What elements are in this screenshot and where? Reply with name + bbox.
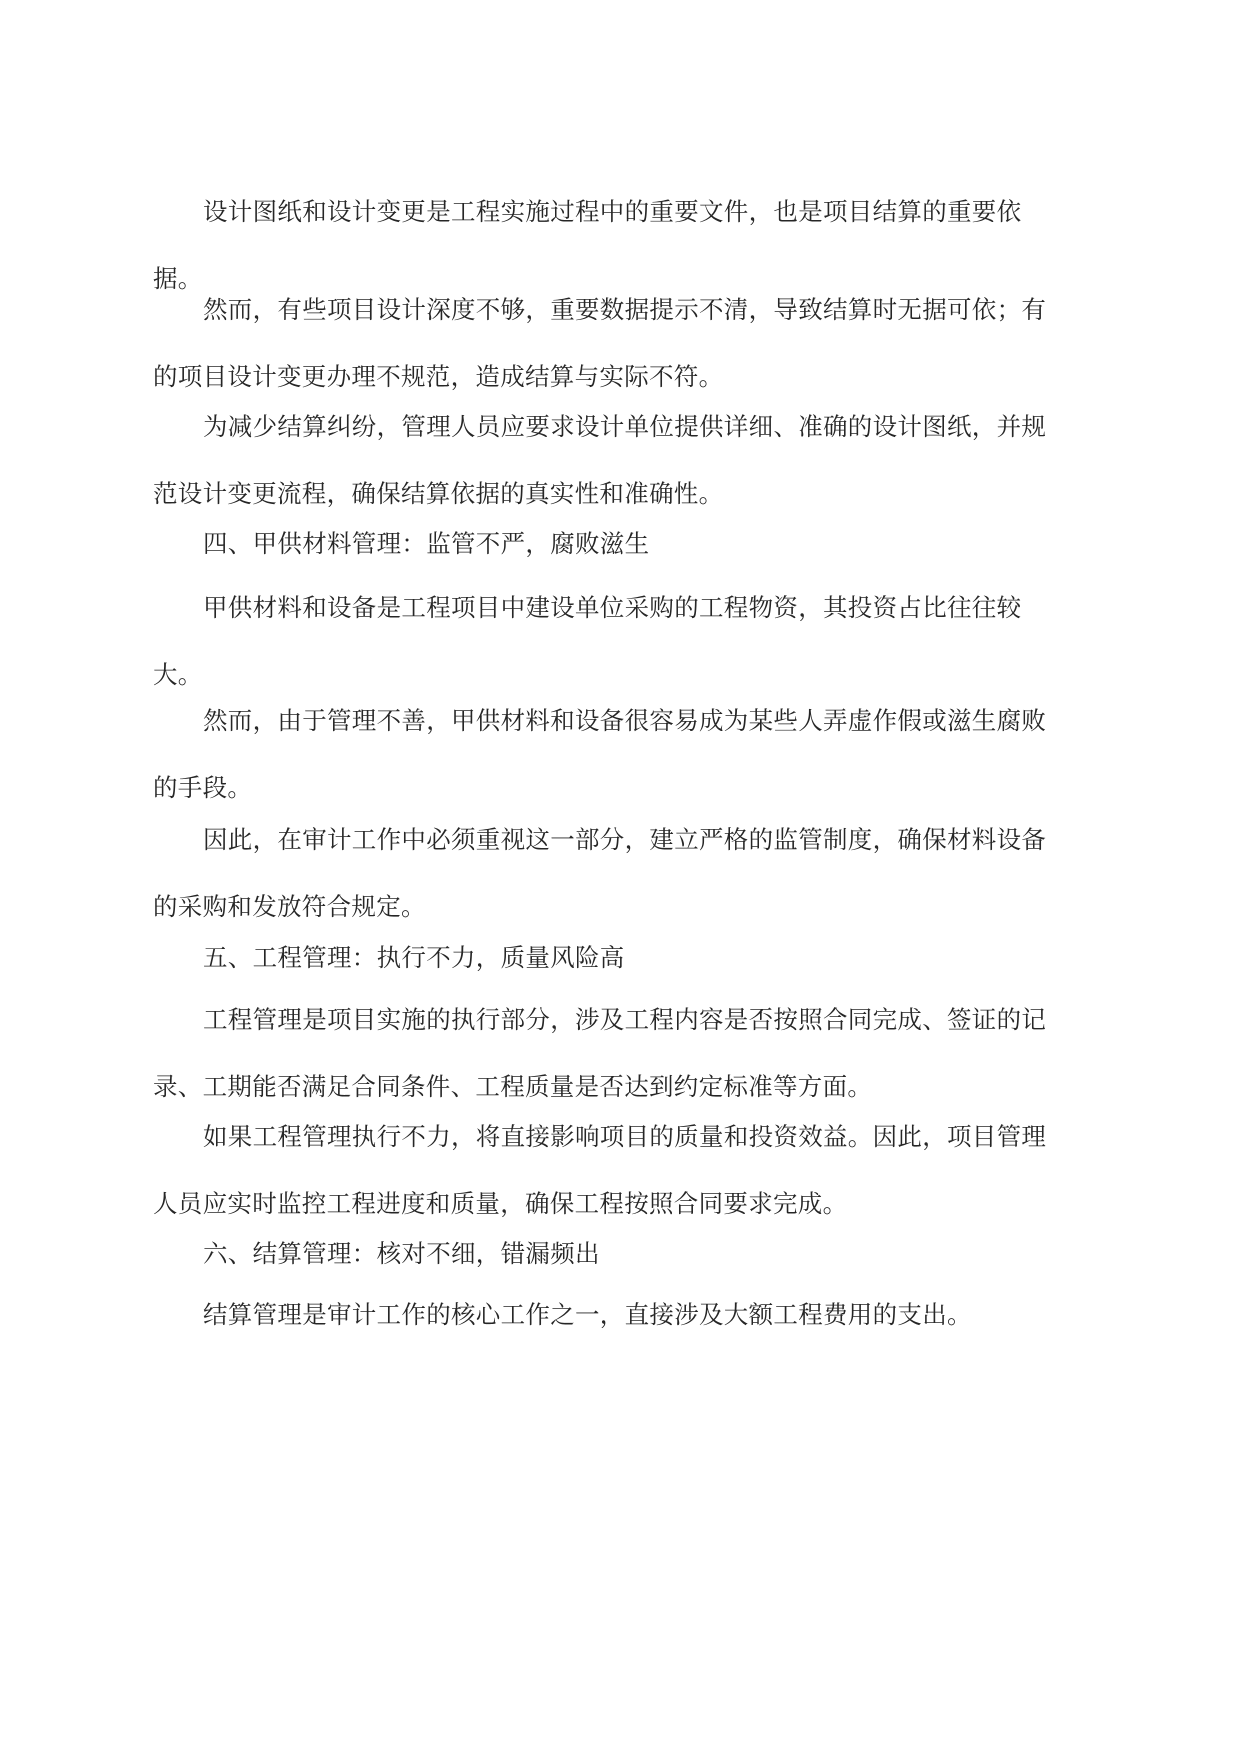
paragraph-corruption-risk: 然而，由于管理不善，甲供材料和设备很容易成为某些人弄虚作假或滋生腐败的手段。 xyxy=(153,706,1047,802)
paragraph-supplied-materials: 甲供材料和设备是工程项目中建设单位采购的工程物资，其投资占比往往较大。 xyxy=(153,593,1022,689)
paragraph-settlement-management: 结算管理是审计工作的核心工作之一，直接涉及大额工程费用的支出。 xyxy=(203,1300,972,1329)
paragraph-reduce-disputes: 为减少结算纠纷，管理人员应要求设计单位提供详细、准确的设计图纸，并规范设计变更流程，确保结算依据的真实性和准确性。 xyxy=(153,412,1047,508)
section-heading-5: 五、工程管理：执行不力，质量风险高 xyxy=(203,943,625,972)
paragraph-design-drawings: 设计图纸和设计变更是工程实施过程中的重要文件，也是项目结算的重要依据。 xyxy=(153,197,1022,293)
paragraph-execution-impact: 如果工程管理执行不力，将直接影响项目的质量和投资效益。因此，项目管理人员应实时监控工程进度和质量，确保工程按照合同要求完成。 xyxy=(153,1122,1047,1218)
paragraph-design-issues: 然而，有些项目设计深度不够，重要数据提示不清，导致结算时无据可依；有的项目设计变更办理不规范，造成结算与实际不符。 xyxy=(153,295,1047,391)
section-heading-6: 六、结算管理：核对不细，错漏频出 xyxy=(203,1239,600,1268)
paragraph-supervision: 因此，在审计工作中必须重视这一部分，建立严格的监管制度，确保材料设备的采购和发放符合规定。 xyxy=(153,825,1047,921)
section-heading-4: 四、甲供材料管理：监管不严，腐败滋生 xyxy=(203,529,650,558)
paragraph-engineering-management: 工程管理是项目实施的执行部分，涉及工程内容是否按照合同完成、签证的记录、工期能否满足合同条件、工程质量是否达到约定标准等方面。 xyxy=(153,1005,1047,1101)
